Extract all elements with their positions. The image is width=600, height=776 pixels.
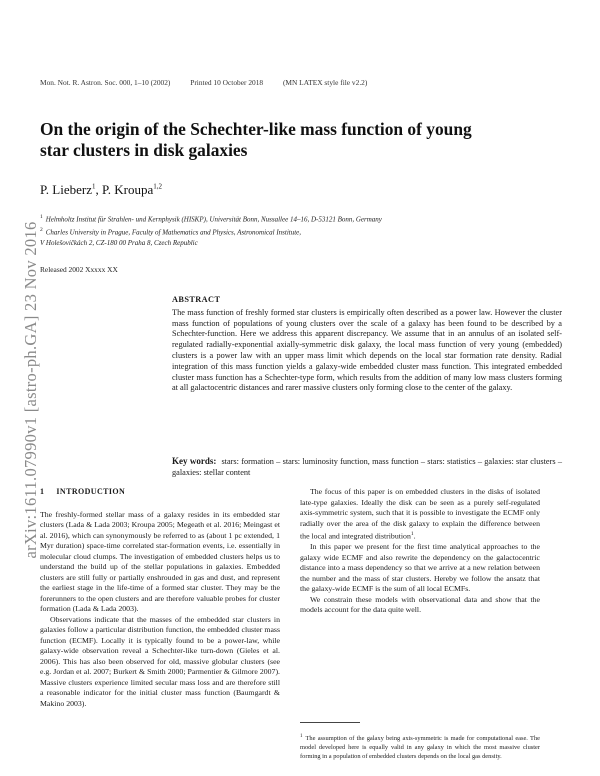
affiliations bbox=[40, 212, 560, 248]
affiliation-line-continued bbox=[40, 238, 560, 249]
author-affiliation-mark: 1,2 bbox=[153, 182, 163, 191]
author-name: P. Lieberz bbox=[40, 182, 92, 197]
author-affiliation-mark: 1 bbox=[91, 182, 96, 191]
arxiv-stamp-text: arXiv:1611.07990v1 [astro-ph.GA] 23 Nov 2016 bbox=[21, 221, 40, 559]
section-title: INTRODUCTION bbox=[56, 487, 126, 496]
footnote-number: 1 bbox=[300, 734, 303, 739]
paragraph-text: The focus of this paper is on embedded clusters in the disks of isolated late-type galaxies. Ideally the disk can be seen as a purely self-regulated axis-symmetric system, such that it is possible to investigate the ECMF only radially over the area of the disk galaxy to explain the difference between the local and integrated distribution bbox=[300, 487, 540, 541]
printed-date: Printed 10 October 2018 bbox=[190, 78, 264, 87]
right-column bbox=[300, 487, 540, 616]
footnote-rule bbox=[300, 722, 360, 723]
style-file: (MN LATEX style file v2.2) bbox=[282, 78, 368, 87]
abstract-heading: ABSTRACT bbox=[172, 295, 221, 304]
paragraph: The freshly-formed stellar mass of a galaxy resides in its embedded star clusters (Lada & Lada 2003; Kroupa 2005; Megeath et al. 2016; Meingast et al. 2016), which can synonymously be referred to as (about 1 pc extended, 1 Myr duration) space-time correlated star-formation events, i.e. essentially in molecular cloud clumps. The investigation of embedded clusters helps us to understand the build up of the stellar populations in galaxies. Embedded clusters are still fully or partially enshrouded in gas and dust, and represent the earliest stage in the life-time of a formed star cluster. They may be the forerunners to the open clusters and are therefore valuable probes for cluster formation (Lada & Lada 2003). bbox=[40, 509, 280, 613]
affiliation-line: V Holešovičkách 2, CZ-180 00 Praha 8, Czech Republic bbox=[40, 238, 198, 247]
keywords-text: stars: formation – stars: luminosity function, mass function – stars: statistics – galaxies: star clusters – galaxies: stellar content bbox=[172, 457, 562, 477]
arxiv-stamp bbox=[20, 165, 45, 615]
paragraph: The focus of this paper is on embedded clusters in the disks of isolated late-type galaxies. Ideally the disk can be seen as a purely self-regulated axis-symmetric system, such that it is possible to investigate the ECMF only radially over the area of the disk galaxy to explain the difference between the local and integrated distribution$^1$. bbox=[300, 487, 540, 541]
affiliation-line: Charles University in Prague, Faculty of Mathematics and Physics, Astronomical Institute, bbox=[45, 228, 302, 237]
paragraph: Observations indicate that the masses of the embedded star clusters in galaxies follow a particular distribution function, the embedded cluster mass function (ECMF). Locally it is typically found to be a power-law, while galaxy-wide observation reveal a Schechter-like turn-down (Gieles et al. 2006). This has also been observed for old, massive globular clusters (see e.g. Jordan et al. 2007; Burkert & Smith 2000; Parmentier & Gilmore 2007). Massive clusters experience limited secular mass loss and are therefore still a reasonable indicator for the initial cluster mass function (Baumgardt & Makino 2003). bbox=[40, 614, 280, 708]
author-name: P. Kroupa bbox=[101, 182, 154, 197]
keywords bbox=[172, 456, 562, 479]
author-list: P. Lieberz$^1$, P. Kroupa$^{1,2}$ bbox=[40, 182, 163, 197]
affiliation bbox=[40, 225, 560, 238]
abstract-text: The mass function of freshly formed star clusters is empirically often described as a power law. However the cluster mass function of populations of young clusters over the scale of a galaxy has been found to be described by a Schechter-function. Here we address this apparent discrepancy. We assume that in an annulus of an isolated self-regulated radially-exponential axially-symmetric disk galaxy, the local mass function of very young (embedded) clusters is a power law with an upper mass limit which depends on the local star formation rate density. Radial integration of this mass function yields a galaxy-wide embedded cluster mass function. This integrated embedded cluster mass function has a Schechter-type form, which results from the addition of many low mass clusters forming at all galactocentric distances and rarer massive clusters only forming close to the center of the galaxy. bbox=[172, 307, 562, 393]
abstract bbox=[172, 295, 562, 394]
section-number: 1 bbox=[40, 487, 45, 496]
affiliation-number: 2 bbox=[40, 226, 43, 233]
running-head bbox=[40, 78, 385, 87]
footnote-marker: 1 bbox=[410, 531, 414, 537]
left-column bbox=[40, 487, 280, 709]
release-date: Released 2002 Xxxxx XX bbox=[40, 265, 118, 274]
affiliation-number: 1 bbox=[40, 214, 43, 220]
footnote-text: The assumption of the galaxy being axis-symmetric is made for computational ease. The model developed here is equally valid in any galaxy in which the most massive cluster forming in a population of embedded clusters depends on the local gas density. bbox=[300, 735, 540, 760]
paper-title: On the origin of the Schechter-like mass function of young star clusters in disk galaxies bbox=[40, 119, 472, 160]
keywords-label: Key words: bbox=[172, 456, 217, 466]
affiliation-line: Helmholtz Institut für Strahlen- und Kernphysik (HISKP), Universität Bonn, Nussallee 14–16, D-53121 Bonn, Germany bbox=[45, 215, 382, 224]
section-heading bbox=[40, 487, 280, 498]
paragraph: We constrain these models with observational data and show that the models account for the data quite well. bbox=[300, 594, 540, 615]
footnote bbox=[300, 727, 540, 762]
affiliation bbox=[40, 212, 560, 225]
paragraph: In this paper we present for the first time analytical approaches to the galaxy wide ECMF and also rewrite the dependency on the galactocentric distance into a mass dependency so that we arrive at a new relation between the number and the mass of star clusters. Hereby we follow the ansatz that the galaxy-wide ECMF is the sum of all local ECMFs. bbox=[300, 542, 540, 594]
journal-reference: Mon. Not. R. Astron. Soc. 000, 1–10 (2002) bbox=[40, 78, 171, 87]
